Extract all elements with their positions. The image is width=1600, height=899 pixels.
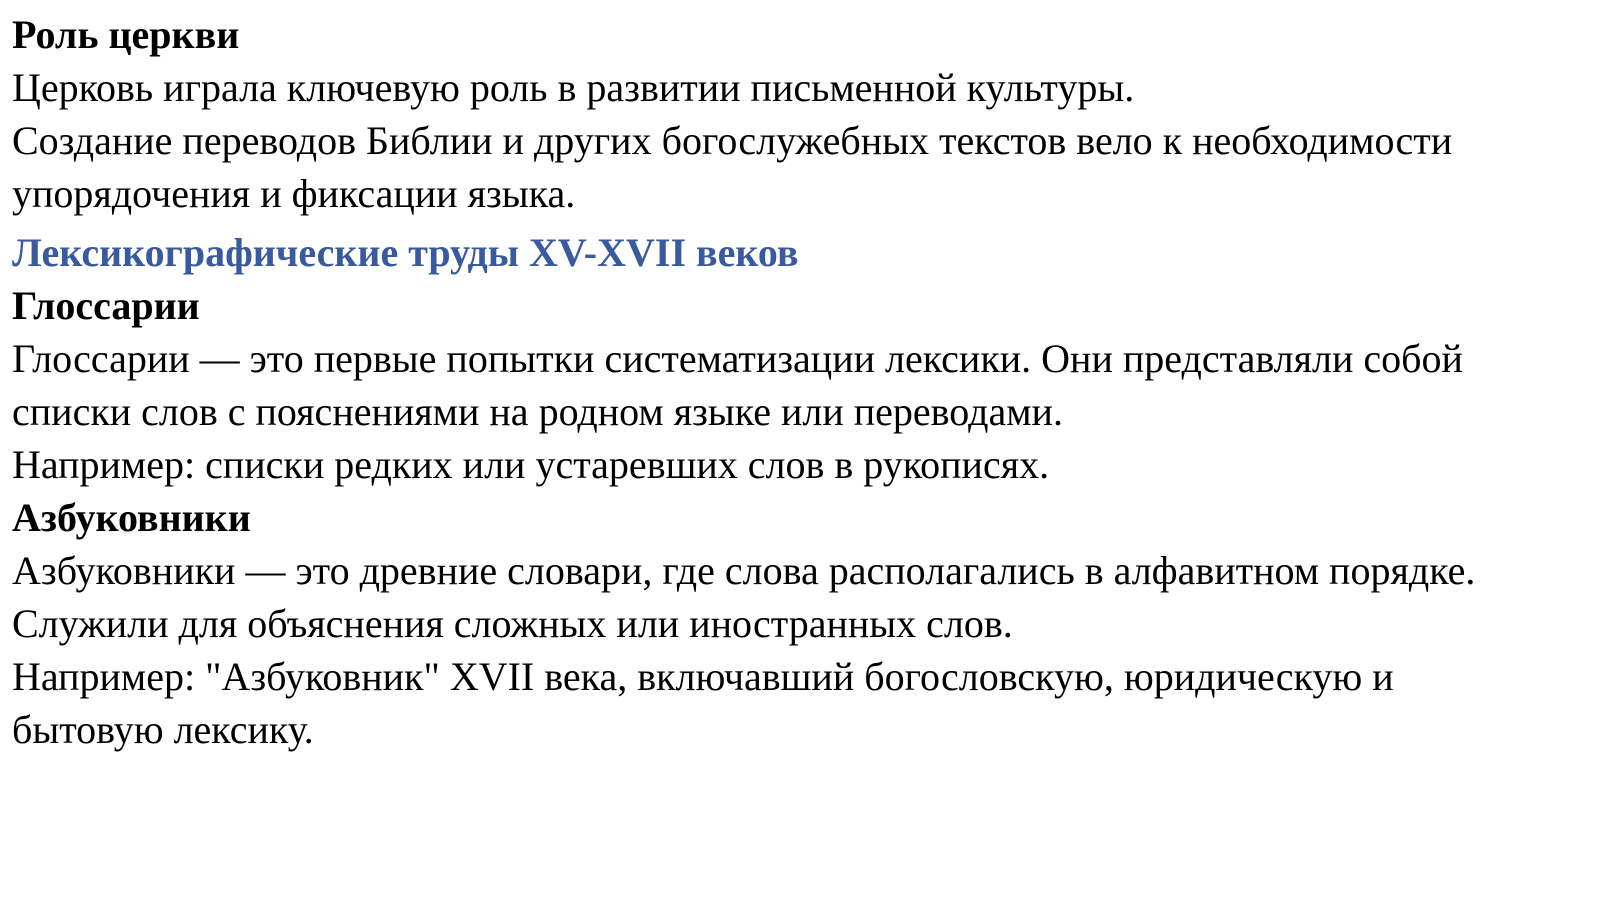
- heading-church-role: Роль церкви: [12, 12, 240, 57]
- paragraph-church-1: Церковь играла ключевую роль в развитии письменной культуры.: [12, 65, 1135, 110]
- paragraph-azbukovniki-3: Например: "Азбуковник" XVII века, включавший богословскую, юридическую и бытовую лексику.: [12, 654, 1394, 752]
- paragraph-glossaries-2: Например: списки редких или устаревших слов в рукописях.: [12, 442, 1050, 487]
- paragraph-azbukovniki-1: Азбуковники — это древние словари, где слова располагались в алфавитном порядке.: [12, 548, 1476, 593]
- paragraph-church-2: Создание переводов Библии и других богослужебных текстов вело к необходимости упорядочения и фиксации языка.: [12, 118, 1453, 216]
- heading-azbukovniki: Азбуковники: [12, 495, 251, 540]
- paragraph-azbukovniki-2: Служили для объяснения сложных или иностранных слов.: [12, 601, 1013, 646]
- heading-lexicography-works: Лексикографические труды XV-XVII веков: [12, 230, 799, 275]
- paragraph-glossaries-1: Глоссарии — это первые попытки систематизации лексики. Они представляли собой списки слов с пояснениями на родном языке или переводами.: [12, 336, 1463, 434]
- heading-glossaries: Глоссарии: [12, 283, 200, 328]
